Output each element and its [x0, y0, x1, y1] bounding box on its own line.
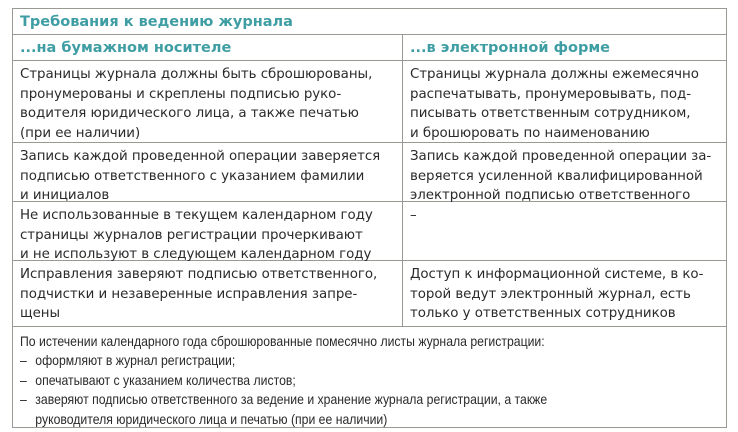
cell-paper	[13, 261, 403, 326]
footer-bullet	[20, 371, 722, 390]
cell-line: писывать ответственным сотрудником,	[410, 106, 691, 122]
cell-line: торой ведут электронный журнал, есть	[410, 286, 691, 302]
cell-paper	[13, 143, 403, 204]
table-row	[13, 202, 726, 261]
cell-line: страницы журналов регистрации прочеркивают	[20, 227, 363, 243]
cell-line: (при ее наличии)	[20, 125, 141, 141]
cell-line: пронумерованы и скреплены подписью руко-	[20, 86, 342, 102]
column-header-row	[13, 35, 726, 61]
footer-text	[20, 332, 722, 429]
cell-electronic	[403, 202, 726, 260]
cell-line: и инициалов	[20, 188, 110, 204]
bullet-continuation: руководителя юридического лица и печатью (при ее наличии)	[35, 411, 388, 427]
cell-paper	[13, 61, 403, 142]
cell-line: подчистки и незаверенные исправления запре-	[20, 286, 358, 302]
footer-cell	[13, 327, 726, 429]
cell-line: Страницы журнала должны ежемесячно	[410, 67, 699, 82]
cell-line: Запись каждой проведенной операции заверяется	[20, 149, 381, 164]
cell-line: веряется усиленной квалифицированной	[410, 168, 703, 184]
cell-line: и не используют в следующем календарном году	[20, 247, 372, 263]
cell-line: электронной подписью ответственного	[410, 188, 691, 204]
table-title: Требования к ведению журнала	[20, 14, 293, 30]
cell-line: водителя юридического лица, а также печатью	[20, 106, 359, 122]
cell-line: и брошюровать по наименованию	[410, 125, 650, 141]
cell-line: щены	[20, 306, 60, 322]
cell-line: распечатывать, пронумеровывать, под-	[410, 86, 692, 102]
footer-row	[13, 327, 726, 429]
table-row	[13, 261, 726, 327]
bullet-text: опечатывают с указанием количества листов;	[35, 372, 296, 388]
footer-bullet	[20, 351, 722, 370]
cell-line: Страницы журнала должны быть сброшюрованы,	[20, 67, 373, 82]
footer-intro: По истечении календарного года сброшюрованные помесячно листы журнала регистрации:	[20, 334, 545, 349]
cell-line: –	[410, 208, 417, 223]
column-header-electronic: ...в электронной форме	[410, 40, 611, 56]
column-header-paper: ...на бумажном носителе	[13, 35, 403, 60]
requirements-table	[12, 8, 727, 428]
cell-electronic	[403, 61, 726, 142]
table-title-row	[13, 9, 726, 35]
bullet-text: заверяют подписью ответственного за ведение и хранение журнала регистрации, а также	[35, 392, 548, 408]
cell-paper	[13, 202, 403, 263]
cell-electronic	[403, 261, 726, 326]
cell-line: Исправления заверяют подписью ответственного,	[20, 267, 378, 282]
table-row	[13, 143, 726, 202]
cell-line: Не использованные в текущем календарном году	[20, 208, 373, 223]
dash-icon: –	[20, 353, 27, 369]
dash-icon: –	[20, 392, 27, 408]
bullet-text: оформляют в журнал регистрации;	[35, 353, 236, 369]
cell-electronic	[403, 143, 726, 204]
footer-bullet	[20, 390, 722, 409]
cell-line: Доступ к информационной системе, в ко-	[410, 267, 704, 282]
cell-line: только у ответственных сотрудников	[410, 306, 676, 322]
dash-icon: –	[20, 372, 27, 388]
cell-line: Запись каждой проведенной операции за-	[410, 149, 712, 164]
table-row	[13, 61, 726, 143]
cell-line: подписью ответственного с указанием фамилии	[20, 168, 365, 184]
